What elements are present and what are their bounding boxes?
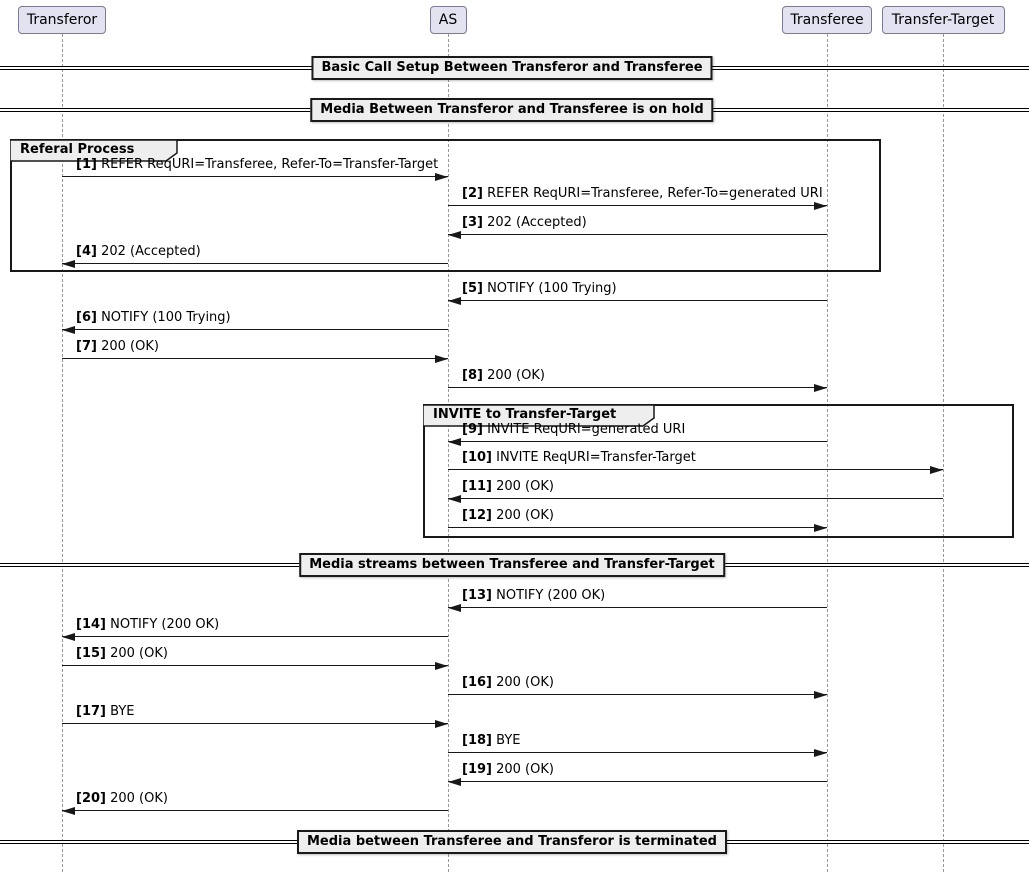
message-19 <box>448 761 827 782</box>
message-seq: [15] <box>76 646 106 661</box>
message-16 <box>448 674 827 695</box>
divider-label-3: Media streams between Transferee and Transfer-Target <box>299 553 725 577</box>
group-label-text: INVITE to Transfer-Target <box>433 407 617 422</box>
arrowhead-icon <box>62 260 75 268</box>
message-11 <box>448 478 943 499</box>
message-line <box>62 358 448 359</box>
message-line <box>448 781 827 782</box>
message-line <box>448 387 827 388</box>
message-seq: [9] <box>462 422 483 437</box>
message-seq: [8] <box>462 368 483 383</box>
arrowhead-icon <box>448 438 461 446</box>
message-text: 200 (OK) <box>491 675 554 690</box>
message-line <box>448 205 827 206</box>
message-10 <box>448 449 943 470</box>
message-label <box>76 791 168 806</box>
message-text: REFER ReqURI=Transferee, Refer-To=Transfer-Target <box>96 157 439 172</box>
message-label <box>462 368 545 383</box>
message-line <box>62 723 448 724</box>
message-line <box>448 527 827 528</box>
message-text: NOTIFY (100 Trying) <box>482 281 617 296</box>
arrowhead-icon <box>448 495 461 503</box>
message-2 <box>448 185 827 206</box>
message-8 <box>448 367 827 388</box>
message-text: BYE <box>491 733 521 748</box>
group-label-text: Referal Process <box>20 142 135 157</box>
participant-label: AS <box>438 12 458 28</box>
participant-as <box>430 6 467 34</box>
message-line <box>448 607 827 608</box>
message-seq: [5] <box>462 281 483 296</box>
arrowhead-icon <box>930 466 943 474</box>
divider-label-2: Media Between Transferor and Transferee is on hold <box>310 98 713 122</box>
participant-label: Transferee <box>790 12 864 28</box>
arrowhead-icon <box>435 355 448 363</box>
message-line <box>62 636 448 637</box>
arrowhead-icon <box>448 604 461 612</box>
message-text: 200 (OK) <box>482 368 545 383</box>
arrowhead-icon <box>62 807 75 815</box>
message-seq: [11] <box>462 479 492 494</box>
message-14 <box>62 616 448 637</box>
message-12 <box>448 507 827 528</box>
message-9 <box>448 421 827 442</box>
message-18 <box>448 732 827 753</box>
message-line <box>448 752 827 753</box>
message-17 <box>62 703 448 724</box>
message-text: 200 (OK) <box>491 508 554 523</box>
message-label <box>462 215 587 230</box>
message-seq: [10] <box>462 450 492 465</box>
message-label <box>76 617 219 632</box>
message-line <box>448 469 943 470</box>
message-seq: [1] <box>76 157 97 172</box>
message-text: INVITE ReqURI=Transfer-Target <box>491 450 696 465</box>
message-1 <box>62 156 448 177</box>
message-text: 200 (OK) <box>491 762 554 777</box>
message-text: REFER ReqURI=Transferee, Refer-To=generated URI <box>482 186 823 201</box>
arrowhead-icon <box>814 384 827 392</box>
message-label <box>462 186 823 201</box>
message-label <box>462 588 605 603</box>
message-seq: [17] <box>76 704 106 719</box>
message-text: NOTIFY (200 OK) <box>105 617 220 632</box>
message-text: 202 (Accepted) <box>482 215 587 230</box>
divider-label-4: Media between Transferee and Transferor is terminated <box>297 830 727 854</box>
arrowhead-icon <box>435 720 448 728</box>
participant-transfer-target <box>882 6 1005 34</box>
divider-label-1: Basic Call Setup Between Transferor and Transferee <box>311 56 712 80</box>
message-label <box>462 508 554 523</box>
message-text: 200 (OK) <box>105 791 168 806</box>
message-text: INVITE ReqURI=generated URI <box>482 422 686 437</box>
arrowhead-icon <box>448 778 461 786</box>
message-seq: [2] <box>462 186 483 201</box>
message-label <box>462 733 520 748</box>
message-text: 200 (OK) <box>491 479 554 494</box>
arrowhead-icon <box>435 662 448 670</box>
message-seq: [6] <box>76 310 97 325</box>
message-seq: [16] <box>462 675 492 690</box>
message-text: BYE <box>105 704 135 719</box>
message-label <box>462 281 617 296</box>
message-seq: [14] <box>76 617 106 632</box>
message-13 <box>448 587 827 608</box>
message-label <box>76 646 168 661</box>
message-line <box>448 300 827 301</box>
message-seq: [4] <box>76 244 97 259</box>
message-text: NOTIFY (200 OK) <box>491 588 606 603</box>
message-label <box>76 157 438 172</box>
arrowhead-icon <box>814 202 827 210</box>
message-seq: [19] <box>462 762 492 777</box>
message-line <box>62 665 448 666</box>
message-4 <box>62 243 448 264</box>
message-6 <box>62 309 448 330</box>
message-5 <box>448 280 827 301</box>
arrowhead-icon <box>435 173 448 181</box>
arrowhead-icon <box>448 231 461 239</box>
message-line <box>62 263 448 264</box>
arrowhead-icon <box>62 633 75 641</box>
arrowhead-icon <box>814 524 827 532</box>
message-label <box>462 479 554 494</box>
message-label <box>76 339 159 354</box>
participant-transferee <box>782 6 872 34</box>
message-line <box>62 176 448 177</box>
arrowhead-icon <box>814 691 827 699</box>
arrowhead-icon <box>448 297 461 305</box>
message-seq: [3] <box>462 215 483 230</box>
participant-transferor <box>18 6 106 34</box>
arrowhead-icon <box>814 749 827 757</box>
message-15 <box>62 645 448 666</box>
message-text: 202 (Accepted) <box>96 244 201 259</box>
message-text: NOTIFY (100 Trying) <box>96 310 231 325</box>
message-seq: [18] <box>462 733 492 748</box>
message-label <box>76 310 231 325</box>
message-label <box>76 244 201 259</box>
message-seq: [13] <box>462 588 492 603</box>
message-line <box>448 498 943 499</box>
message-text: 200 (OK) <box>96 339 159 354</box>
message-text: 200 (OK) <box>105 646 168 661</box>
arrowhead-icon <box>62 326 75 334</box>
message-3 <box>448 214 827 235</box>
message-label <box>76 704 134 719</box>
message-7 <box>62 338 448 359</box>
message-label <box>462 450 696 465</box>
message-line <box>448 234 827 235</box>
participant-label: Transferor <box>26 12 98 28</box>
message-label <box>462 762 554 777</box>
message-seq: [7] <box>76 339 97 354</box>
message-line <box>62 329 448 330</box>
message-line <box>62 810 448 811</box>
message-20 <box>62 790 448 811</box>
message-label <box>462 675 554 690</box>
message-seq: [12] <box>462 508 492 523</box>
message-seq: [20] <box>76 791 106 806</box>
message-line <box>448 441 827 442</box>
participant-label: Transfer-Target <box>891 12 995 28</box>
message-line <box>448 694 827 695</box>
message-label <box>462 422 685 437</box>
